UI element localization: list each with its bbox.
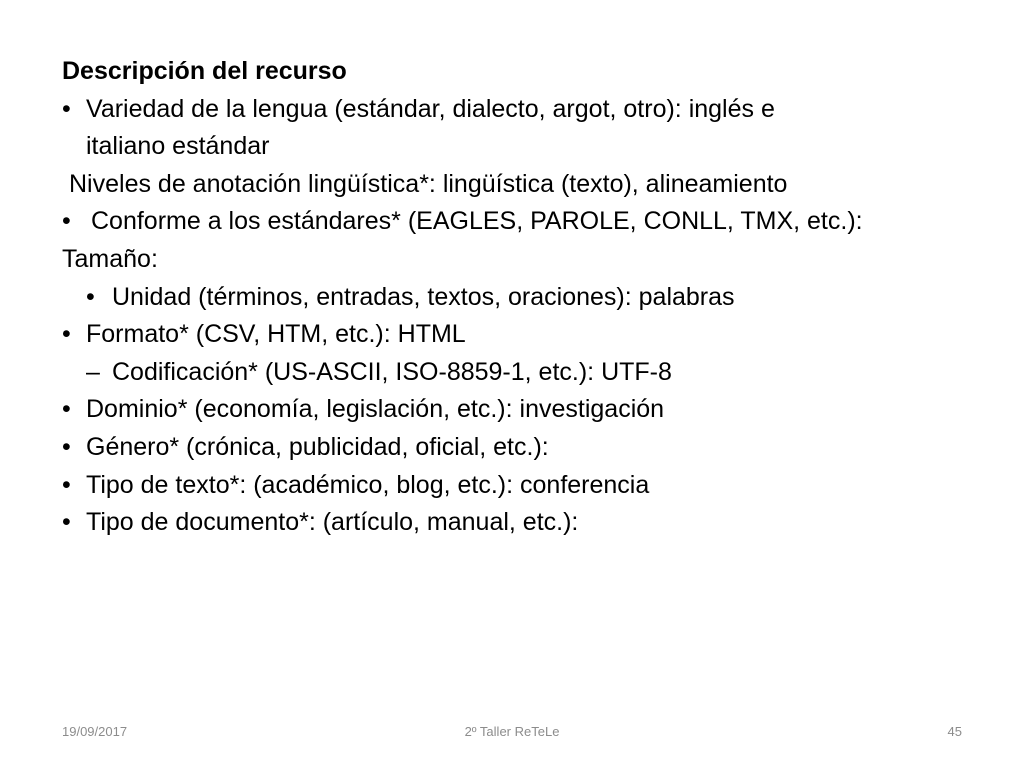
slide-body xyxy=(62,53,1002,542)
slide-footer xyxy=(0,724,1024,744)
bullet-text: Unidad (términos, entradas, textos, oraciones): palabras xyxy=(112,282,735,311)
bullet-glyph: • xyxy=(62,432,71,461)
sub-bullet-item xyxy=(62,279,1002,317)
bullet-item xyxy=(62,467,1002,505)
bullet-text: Tipo de texto*: (académico, blog, etc.): conferencia xyxy=(86,470,650,499)
sub-dash-item xyxy=(62,354,1002,392)
bullet-item xyxy=(62,391,1002,429)
slide-heading: Descripción del recurso xyxy=(62,57,347,85)
bullet-item xyxy=(62,203,1002,241)
dash-text: Codificación* (US-ASCII, ISO-8859-1, etc.): UTF-8 xyxy=(112,357,672,386)
bullet-text: Género* (crónica, publicidad, oficial, etc.): xyxy=(86,432,549,461)
plain-line: Tamaño: xyxy=(62,244,158,273)
bullet-glyph: • xyxy=(62,508,71,537)
bullet-text: Dominio* (economía, legislación, etc.): investigación xyxy=(86,395,665,424)
bullet-item xyxy=(62,504,1002,542)
bullet-text: Variedad de la lengua (estándar, dialecto, argot, otro): inglés e xyxy=(86,94,775,123)
bullet-item xyxy=(62,91,1002,129)
bullet-glyph: • xyxy=(62,320,71,349)
bullet-glyph: • xyxy=(62,395,71,424)
bullet-glyph: • xyxy=(62,207,71,236)
bullet-text: Formato* (CSV, HTM, etc.): HTML xyxy=(86,320,466,349)
bullet-glyph: • xyxy=(86,282,95,311)
bullet-glyph: • xyxy=(62,470,71,499)
bullet-item xyxy=(62,429,1002,467)
footer-date: 19/09/2017 xyxy=(62,724,128,739)
page-number: 45 xyxy=(947,724,962,739)
plain-line: Niveles de anotación lingüística*: lingüística (texto), alineamiento xyxy=(69,169,788,198)
bullet-text: Tipo de documento*: (artículo, manual, etc.): xyxy=(86,508,579,537)
dash-glyph: – xyxy=(86,357,100,386)
bullet-item xyxy=(62,316,1002,354)
continuation-text: italiano estándar xyxy=(86,132,270,161)
bullet-text: Conforme a los estándares* (EAGLES, PAROLE, CONLL, TMX, etc.): xyxy=(91,207,863,236)
bullet-glyph: • xyxy=(62,94,71,123)
footer-title: 2º Taller ReTeLe xyxy=(464,724,560,739)
